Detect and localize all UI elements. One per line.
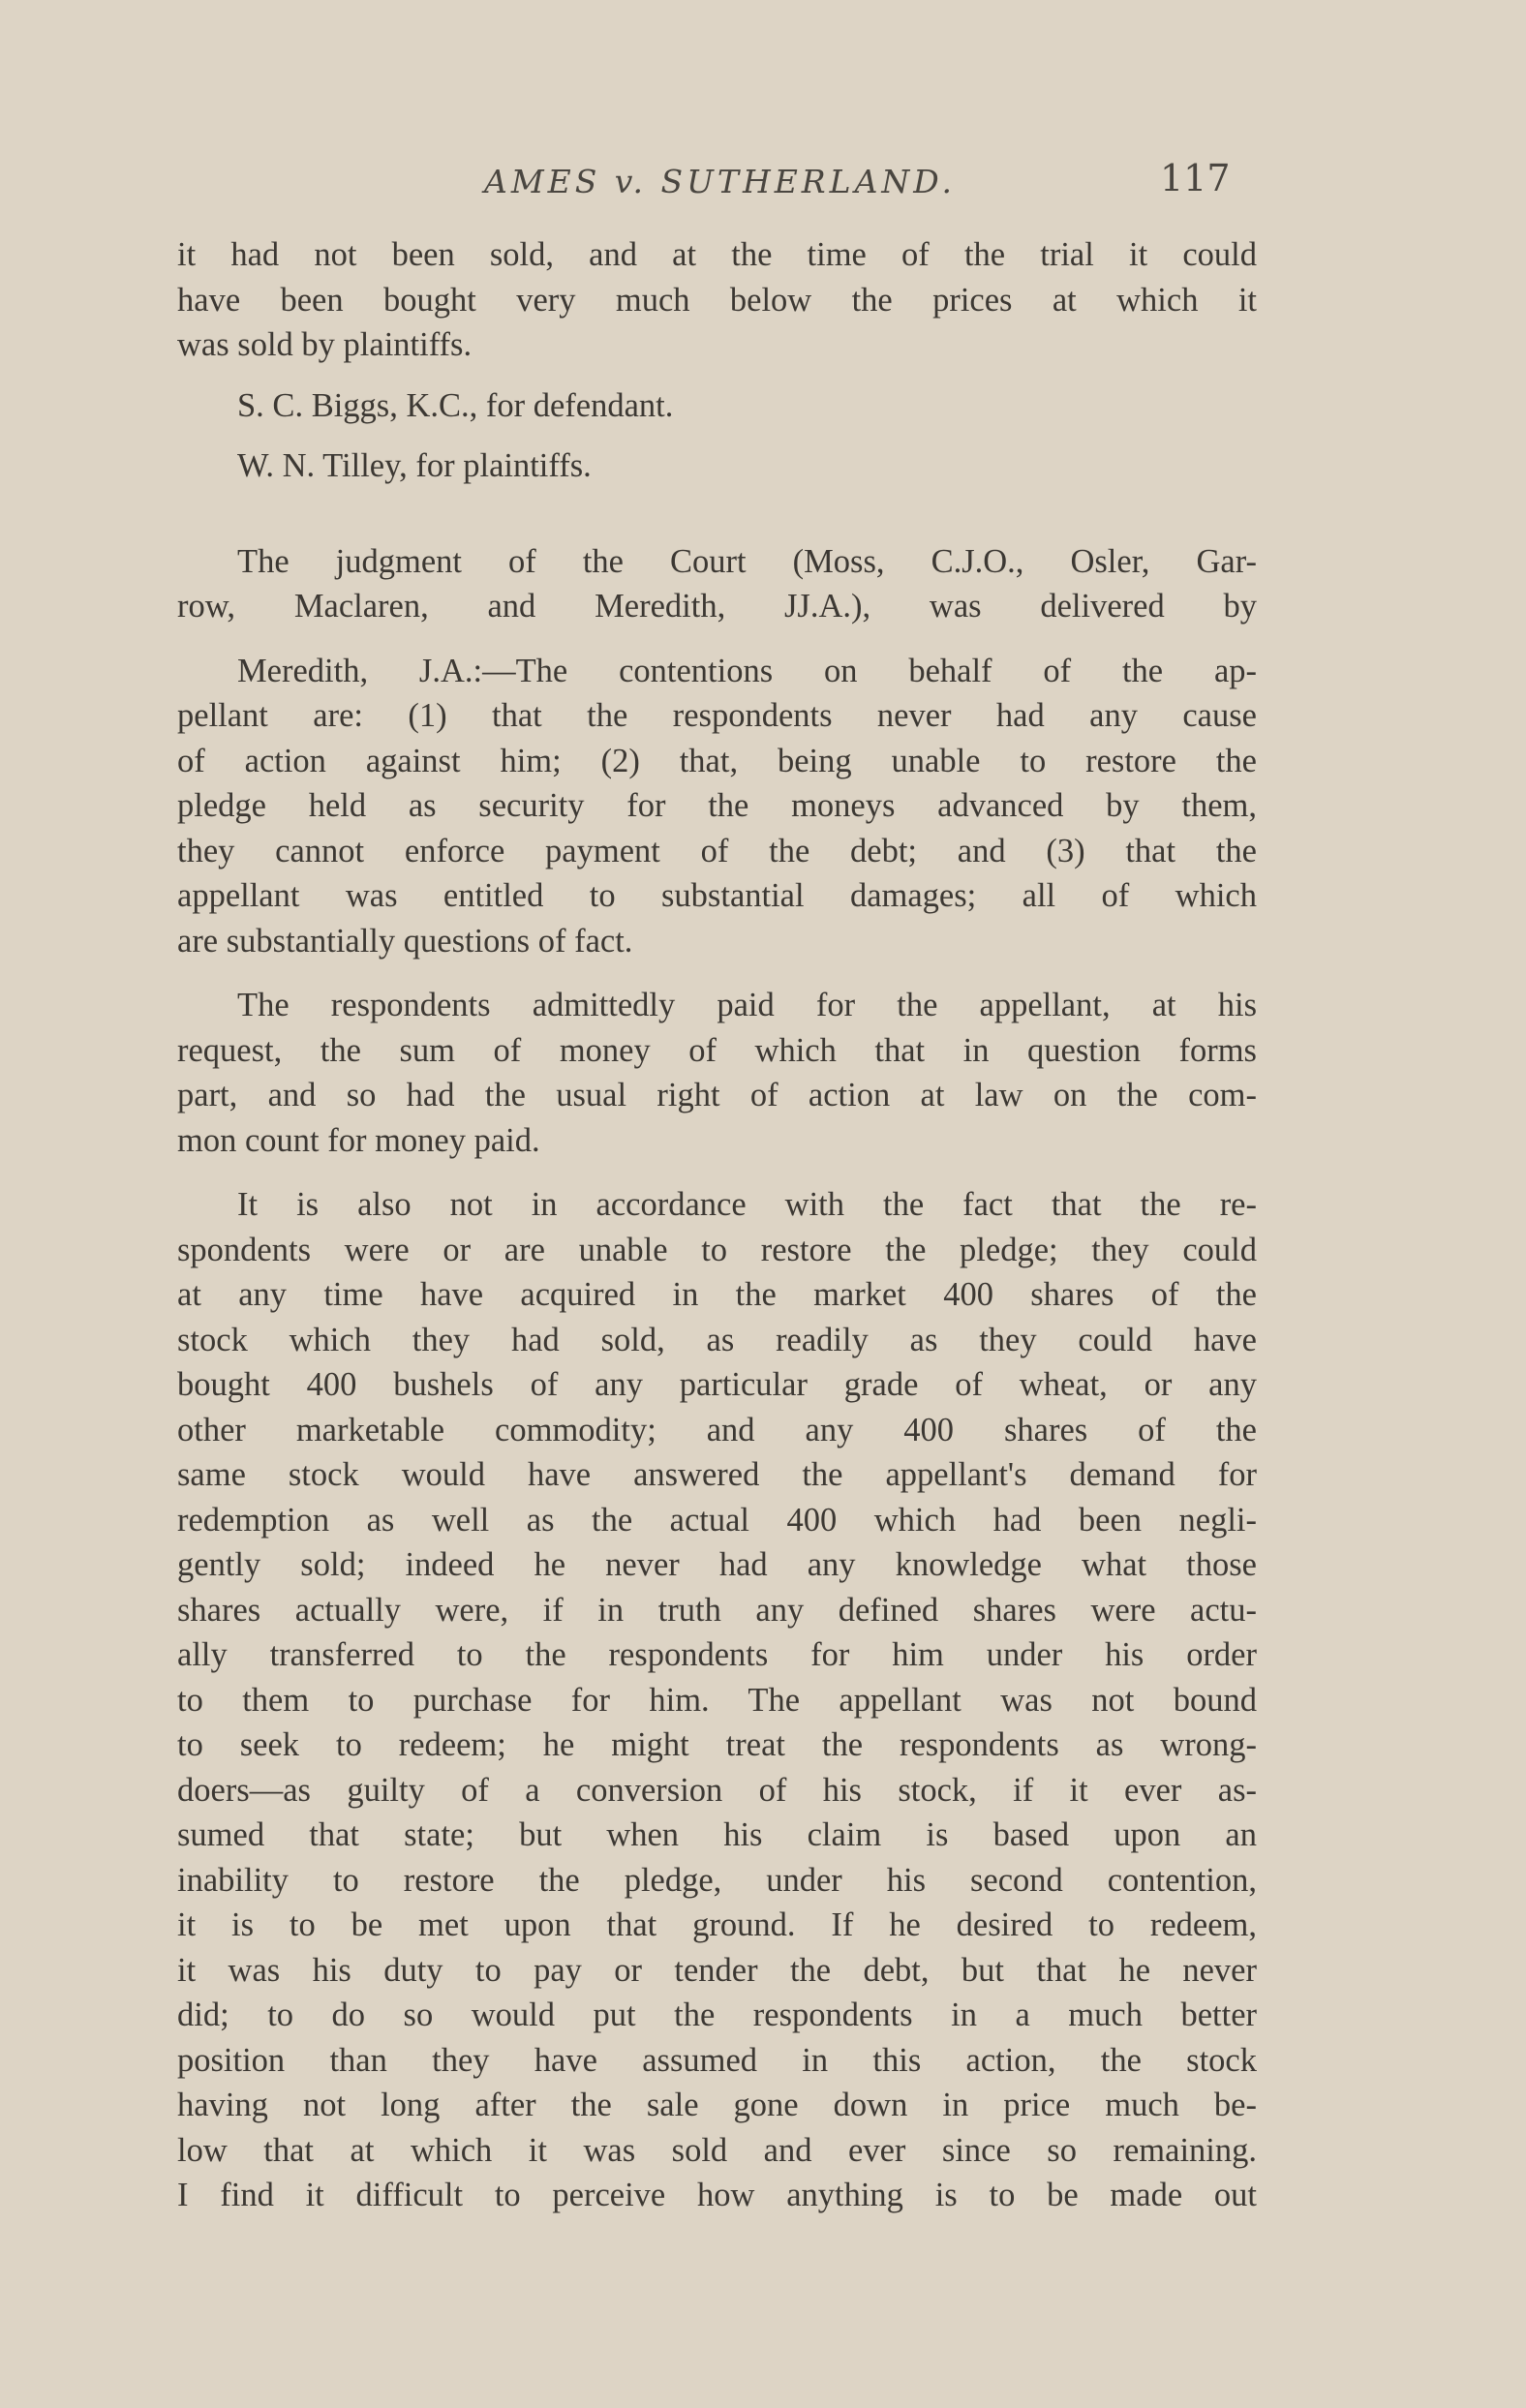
text-line: The respondents admittedly paid for the appellant, at his [237, 987, 1257, 1023]
text-line: mon count for money paid. [177, 1121, 540, 1159]
text-line: it is to be met upon that ground. If he desired to redeem, [177, 1906, 1257, 1943]
paragraph-contentions [177, 649, 1257, 964]
text-line: position than they have assumed in this action, the stock [177, 2041, 1257, 2079]
text-line: to seek to redeem; he might treat the respondents as wrong- [177, 1726, 1257, 1763]
text-line: gently sold; indeed he never had any knowledge what those [177, 1546, 1257, 1583]
text-line: Meredith, J.A.:—The contentions on behalf of the ap- [237, 652, 1257, 689]
judgment-paragraph [177, 539, 1257, 629]
text-line: at any time have acquired in the market 400 shares of the [177, 1276, 1257, 1313]
text-line: pledge held as security for the moneys advanced by them, [177, 787, 1257, 824]
intro-paragraph [177, 232, 1257, 368]
text-line: redemption as well as the actual 400 which had been negli- [177, 1501, 1257, 1539]
text-line: ally transferred to the respondents for him under his order [177, 1636, 1257, 1673]
text-line: did; to do so would put the respondents in a much better [177, 1997, 1257, 2033]
text-line: low that at which it was sold and ever since so remaining. [177, 2131, 1257, 2169]
text-line: inability to restore the pledge, under his second contention, [177, 1861, 1257, 1899]
text-line: sumed that state; but when his claim is based upon an [177, 1816, 1257, 1853]
text-line: other marketable commodity; and any 400 shares of the [177, 1411, 1257, 1448]
text-line: pellant are: (1) that the respondents never had any cause [177, 697, 1257, 734]
running-head-title: AMES v. SUTHERLAND. [484, 163, 957, 200]
text-line: It is also not in accordance with the fact that the re- [237, 1186, 1257, 1223]
text-line: of action against him; (2) that, being unable to restore the [177, 742, 1257, 779]
text-line: part, and so had the usual right of action at law on the com- [177, 1077, 1257, 1113]
counsel-list [177, 383, 1257, 489]
text-line: are substantially questions of fact. [177, 922, 633, 960]
text-line: bought 400 bushels of any particular grade of wheat, or any [177, 1366, 1257, 1403]
text-line: having not long after the sale gone down in price much be- [177, 2087, 1257, 2123]
text-line: stock which they had sold, as readily as they could have [177, 1321, 1257, 1358]
text-line: to them to purchase for him. The appellant was not bound [177, 1681, 1257, 1719]
text-line: it had not been sold, and at the time of the trial it could [177, 236, 1257, 273]
text-line: shares actually were, if in truth any defined shares were actu- [177, 1591, 1257, 1629]
text-line: request, the sum of money of which that in question forms [177, 1031, 1257, 1069]
paragraph-money-paid [177, 983, 1257, 1163]
counsel-plaintiffs: W. N. Tilley, for plaintiffs. [237, 447, 592, 484]
text-line: was sold by plaintiffs. [177, 326, 473, 363]
counsel-defendant: S. C. Biggs, K.C., for defendant. [237, 386, 674, 424]
body-text [177, 232, 1257, 2218]
text-line: row, Maclaren, and Meredith, JJ.A.), was delivered by [177, 588, 1257, 625]
text-line: appellant was entitled to substantial damages; all of which [177, 877, 1257, 914]
text-line: they cannot enforce payment of the debt; and (3) that the [177, 832, 1257, 869]
text-line: The judgment of the Court (Moss, C.J.O., Osler, Gar- [237, 542, 1257, 580]
text-line: same stock would have answered the appellant's demand for [177, 1456, 1257, 1493]
text-line: have been bought very much below the prices at which it [177, 281, 1257, 319]
text-line: it was his duty to pay or tender the debt, but that he never [177, 1951, 1257, 1989]
running-head [0, 157, 1526, 211]
text-line: I find it difficult to perceive how anything is to be made out [177, 2177, 1257, 2213]
page-number: 117 [1160, 157, 1231, 199]
paragraph-pledge [177, 1182, 1257, 2218]
text-line: spondents were or are unable to restore the pledge; they could [177, 1231, 1257, 1268]
text-line: doers—as guilty of a conversion of his stock, if it ever as- [177, 1771, 1257, 1809]
